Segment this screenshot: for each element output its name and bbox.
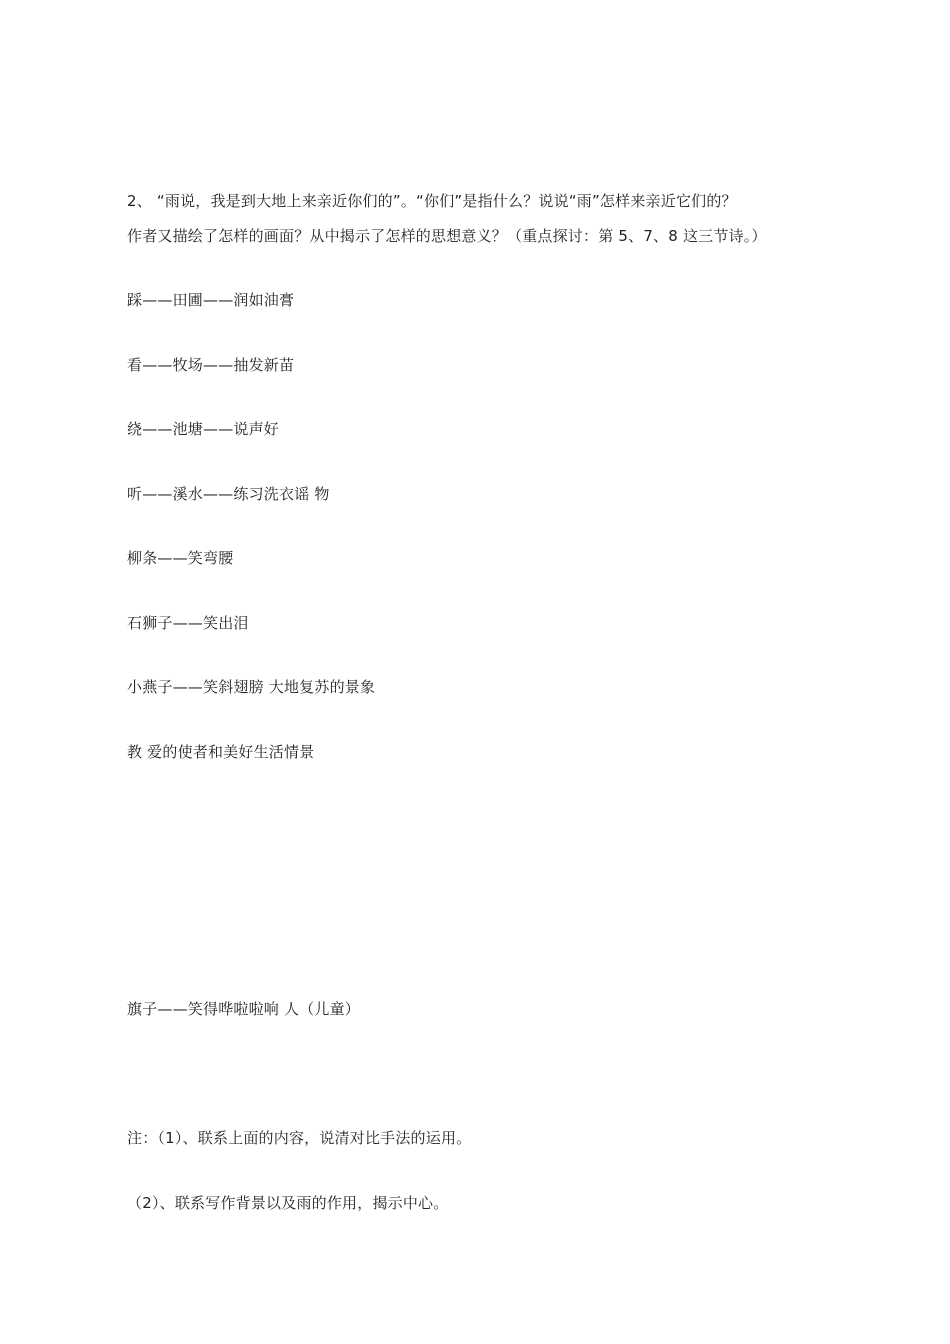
question-line-2: 作者又描绘了怎样的画面？从中揭示了怎样的思想意义？（重点探讨：第 5、7、8 这三节诗。） xyxy=(127,227,767,245)
note-line-1: 注：（1）、联系上面的内容，说清对比手法的运用。 xyxy=(127,1129,472,1147)
analysis-line: 石狮子——笑出泪 xyxy=(127,614,249,632)
analysis-line: 小燕子——笑斜翅膀 大地复苏的景象 xyxy=(127,678,376,696)
note-line-2: （2）、联系写作背景以及雨的作用，揭示中心。 xyxy=(127,1194,449,1212)
analysis-line: 绕——池塘——说声好 xyxy=(127,420,280,438)
analysis-line: 踩——田圃——润如油膏 xyxy=(127,291,295,309)
analysis-line: 柳条——笑弯腰 xyxy=(127,549,234,567)
analysis-line: 看——牧场——抽发新苗 xyxy=(127,356,295,374)
analysis-line: 听——溪水——练习洗衣谣 物 xyxy=(127,485,330,503)
analysis-line: 旗子——笑得哗啦啦响 人（儿童） xyxy=(127,1000,360,1018)
analysis-line: 教 爱的使者和美好生活情景 xyxy=(127,743,315,761)
question-line-1: 2、 “雨说，我是到大地上来亲近你们的”。“你们”是指什么？说说“雨”怎样来亲近它们的？ xyxy=(127,192,737,210)
